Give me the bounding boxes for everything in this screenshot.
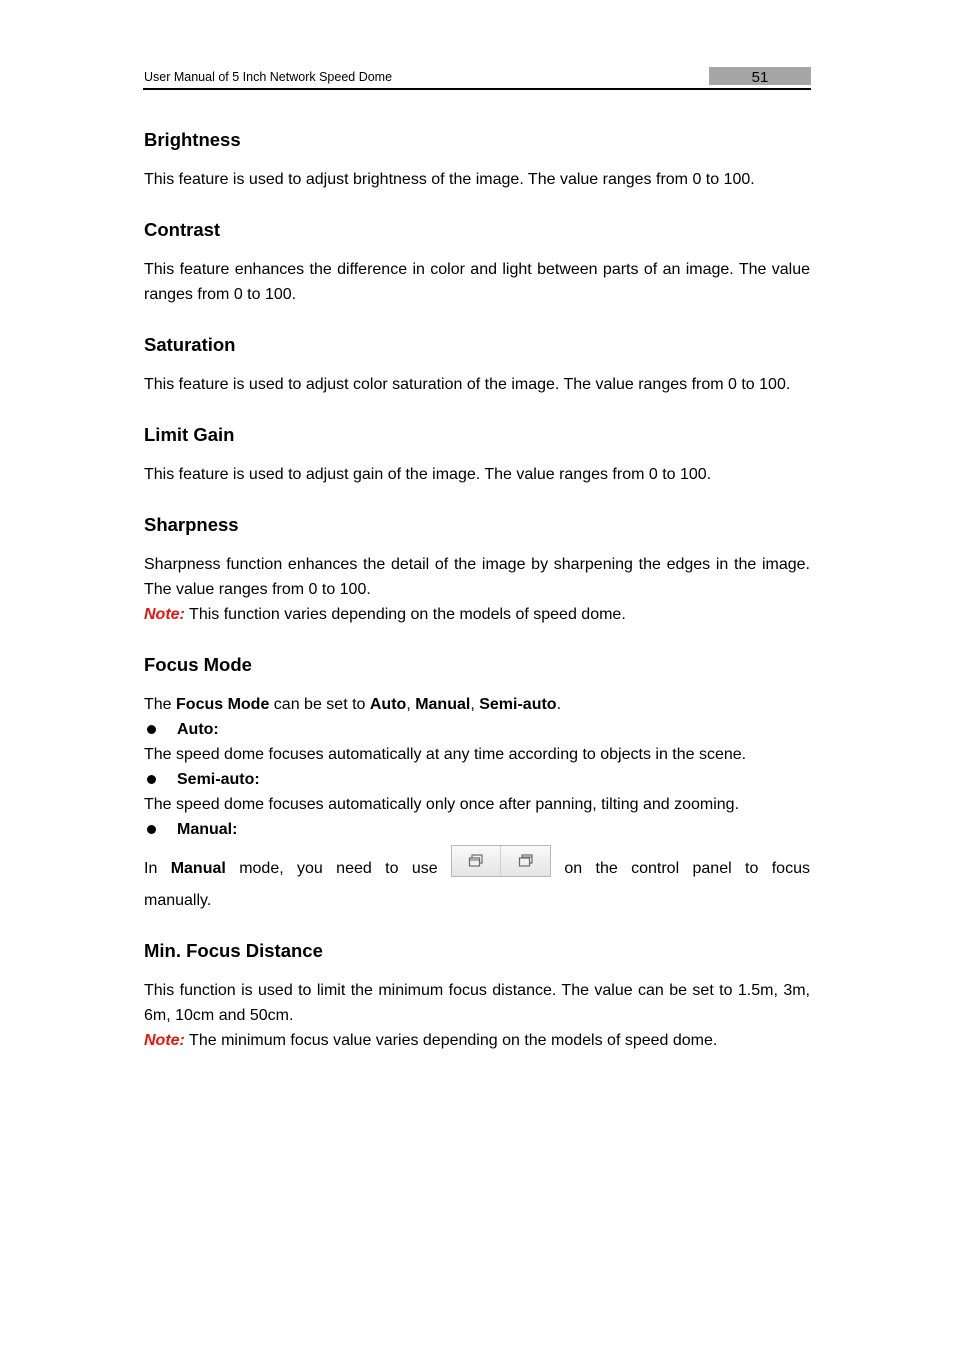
section-title-limit-gain: Limit Gain <box>144 424 235 445</box>
bullet-manual <box>144 817 810 842</box>
page-content <box>144 126 810 1077</box>
bullet-semi-auto <box>144 767 810 792</box>
manual-word: the <box>595 859 618 877</box>
intro-text: . <box>556 696 562 713</box>
semi-auto-text: The speed dome focuses automatically only once after panning, tilting and zooming. <box>144 796 740 813</box>
note-text: This function varies depending on the models of speed dome. <box>184 606 626 623</box>
section-sharpness <box>144 511 810 627</box>
section-min-focus-distance <box>144 937 810 1053</box>
manual-word: you <box>297 859 323 877</box>
min-focus-note <box>144 1028 810 1053</box>
manual-word: mode, <box>239 859 284 877</box>
page-number: 51 <box>709 67 811 85</box>
focus-mode-intro <box>144 692 810 717</box>
bullet-dot-icon <box>147 725 156 734</box>
manual-word: focus <box>771 859 810 877</box>
header-title: User Manual of 5 Inch Network Speed Dome <box>144 70 393 84</box>
sharpness-text: Sharpness function enhances the detail of the image by sharpening the edges in the image. The value ranges from 0 to 100. <box>144 556 810 598</box>
bullet-label-manual: Manual: <box>177 821 238 838</box>
sharpness-note <box>144 602 810 627</box>
section-title-sharpness: Sharpness <box>144 514 239 535</box>
note-text: The minimum focus value varies depending on the models of speed dome. <box>184 1032 718 1049</box>
bullet-dot-icon <box>147 825 156 834</box>
note-label: Note: <box>144 606 185 623</box>
manual-word: to <box>745 859 759 877</box>
intro-bold-semi-auto: Semi-auto <box>479 696 557 713</box>
limit-gain-text: This feature is used to adjust gain of the image. The value ranges from 0 to 100. <box>144 466 712 483</box>
min-focus-text: This function is used to limit the minimum focus distance. The value can be set to 1.5m, 3m, 6m, 10cm and 50cm. <box>144 982 810 1024</box>
section-limit-gain <box>144 421 810 487</box>
manual-word-bold: Manual <box>170 859 226 877</box>
section-focus-mode <box>144 651 810 913</box>
manual-word: to <box>385 859 399 877</box>
intro-text: , <box>406 696 416 713</box>
section-brightness <box>144 126 810 192</box>
intro-text: can be set to <box>269 696 370 713</box>
note-label: Note: <box>144 1032 185 1049</box>
section-title-min-focus-distance: Min. Focus Distance <box>144 940 323 961</box>
bullet-dot-icon <box>147 775 156 784</box>
page-header <box>143 66 811 90</box>
section-saturation <box>144 331 810 397</box>
section-title-saturation: Saturation <box>144 334 236 355</box>
intro-bold-manual: Manual <box>415 696 471 713</box>
auto-text: The speed dome focuses automatically at any time according to objects in the scene. <box>144 746 747 763</box>
intro-text: , <box>470 696 480 713</box>
intro-bold-focus-mode: Focus Mode <box>176 696 270 713</box>
manual-word: use <box>411 859 438 877</box>
manual-description-line <box>144 848 810 888</box>
manual-word: control <box>631 859 680 877</box>
focus-near-button[interactable] <box>452 846 501 876</box>
manual-word: panel <box>692 859 732 877</box>
bullet-auto <box>144 717 810 742</box>
focus-control-buttons <box>451 845 551 877</box>
manual-text-end: manually. <box>144 892 212 909</box>
bullet-label-semi-auto: Semi-auto: <box>177 771 260 788</box>
bullet-label-auto: Auto: <box>177 721 219 738</box>
section-title-contrast: Contrast <box>144 219 221 240</box>
manual-word: on <box>564 859 583 877</box>
contrast-text: This feature enhances the difference in color and light between parts of an image. The value ranges from 0 to 100. <box>144 261 810 303</box>
saturation-text: This feature is used to adjust color saturation of the image. The value ranges from 0 to 100. <box>144 376 791 393</box>
manual-word: need <box>336 859 372 877</box>
intro-bold-auto: Auto <box>369 696 407 713</box>
section-title-brightness: Brightness <box>144 129 241 150</box>
focus-near-icon <box>468 854 484 868</box>
section-contrast <box>144 216 810 307</box>
manual-word: In <box>144 859 158 877</box>
section-title-focus-mode: Focus Mode <box>144 654 252 675</box>
intro-text: The <box>144 696 177 713</box>
focus-far-button[interactable] <box>500 846 550 876</box>
brightness-text: This feature is used to adjust brightness of the image. The value ranges from 0 to 100. <box>144 171 755 188</box>
focus-far-icon <box>518 854 534 868</box>
